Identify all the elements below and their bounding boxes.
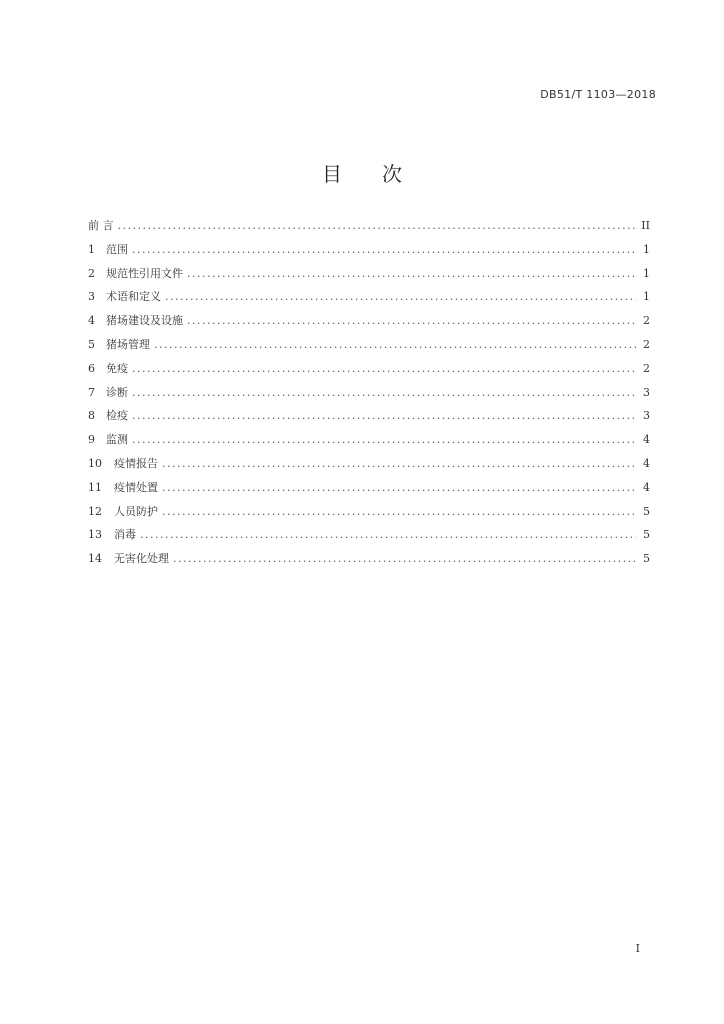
toc-entry-6[interactable]	[88, 360, 650, 384]
page-title-char-2: 次	[382, 162, 402, 186]
toc-entry-label: 人员防护	[114, 504, 158, 518]
toc-entry-5[interactable]	[88, 336, 650, 360]
toc-entry-number: 5	[88, 337, 95, 351]
toc-entry-label: 规范性引用文件	[106, 266, 183, 280]
toc-entry-page: 3	[643, 385, 650, 399]
document-number: DB51/T 1103—2018	[540, 88, 656, 101]
toc-entry-number: 1	[88, 242, 95, 256]
toc-entry-page: 5	[643, 528, 650, 542]
toc-entry-label: 免疫	[106, 361, 128, 375]
toc-entry-page: 2	[643, 361, 650, 375]
page-number: I	[635, 942, 640, 955]
toc-entry-label: 前 言	[88, 219, 114, 232]
toc-entry-11[interactable]	[88, 479, 650, 503]
toc-entry-label: 检疫	[106, 409, 128, 423]
toc-entry-8[interactable]	[88, 407, 650, 431]
table-of-contents	[88, 217, 650, 574]
toc-leader-dots	[162, 457, 636, 470]
toc-entry-number: 4	[88, 314, 95, 328]
toc-leader-dots	[165, 290, 636, 303]
toc-entry-label: 范围	[106, 242, 128, 256]
toc-entry-page: II	[641, 219, 650, 232]
toc-entry-label: 猪场建设及设施	[106, 314, 183, 328]
toc-entry-number: 10	[88, 456, 102, 470]
toc-entry-number: 6	[88, 361, 95, 375]
toc-entry-9[interactable]	[88, 431, 650, 455]
toc-entry-number: 7	[88, 385, 95, 399]
toc-entry-1[interactable]	[88, 241, 650, 265]
toc-entry-label: 疫情报告	[114, 456, 158, 470]
toc-leader-dots	[162, 481, 636, 494]
toc-entry-number: 8	[88, 409, 95, 423]
toc-entry-12[interactable]	[88, 503, 650, 527]
toc-entry-page: 1	[643, 290, 650, 304]
toc-entry-label: 消毒	[114, 528, 136, 542]
toc-leader-dots	[187, 267, 636, 280]
toc-entry-label: 无害化处理	[114, 552, 169, 566]
toc-entry-page: 4	[643, 480, 650, 494]
toc-entry-7[interactable]	[88, 384, 650, 408]
toc-entry-page: 4	[643, 456, 650, 470]
toc-entry-label: 监测	[106, 433, 128, 447]
toc-entry-4[interactable]	[88, 312, 650, 336]
toc-entry-page: 5	[643, 552, 650, 566]
toc-leader-dots	[162, 505, 636, 518]
toc-entry-foreword[interactable]	[88, 217, 650, 241]
toc-leader-dots	[132, 433, 636, 446]
toc-entry-number: 12	[88, 504, 102, 518]
page-title-char-1: 目	[322, 162, 342, 186]
toc-entry-number: 9	[88, 433, 95, 447]
toc-leader-dots	[118, 219, 637, 232]
toc-leader-dots	[154, 338, 636, 351]
toc-entry-page: 2	[643, 337, 650, 351]
toc-entry-number: 3	[88, 290, 95, 304]
toc-leader-dots	[132, 243, 636, 256]
toc-entry-page: 4	[643, 433, 650, 447]
toc-entry-label: 诊断	[106, 385, 128, 399]
toc-leader-dots	[187, 314, 636, 327]
toc-leader-dots	[140, 528, 636, 541]
toc-leader-dots	[132, 362, 636, 375]
toc-entry-number: 11	[88, 480, 102, 494]
toc-entry-number: 13	[88, 528, 102, 542]
toc-leader-dots	[173, 552, 636, 565]
toc-entry-page: 3	[643, 409, 650, 423]
toc-entry-3[interactable]	[88, 288, 650, 312]
toc-entry-number: 2	[88, 266, 95, 280]
toc-entry-2[interactable]	[88, 265, 650, 289]
toc-entry-label: 猪场管理	[106, 337, 150, 351]
toc-entry-14[interactable]	[88, 550, 650, 574]
toc-entry-page: 1	[643, 266, 650, 280]
page-title	[0, 158, 724, 187]
toc-entry-page: 2	[643, 314, 650, 328]
toc-entry-number: 14	[88, 552, 102, 566]
toc-entry-label: 术语和定义	[106, 290, 161, 304]
toc-entry-label: 疫情处置	[114, 480, 158, 494]
toc-entry-page: 5	[643, 504, 650, 518]
toc-entry-page: 1	[643, 242, 650, 256]
toc-entry-10[interactable]	[88, 455, 650, 479]
toc-leader-dots	[132, 409, 636, 422]
toc-entry-13[interactable]	[88, 526, 650, 550]
toc-leader-dots	[132, 386, 636, 399]
